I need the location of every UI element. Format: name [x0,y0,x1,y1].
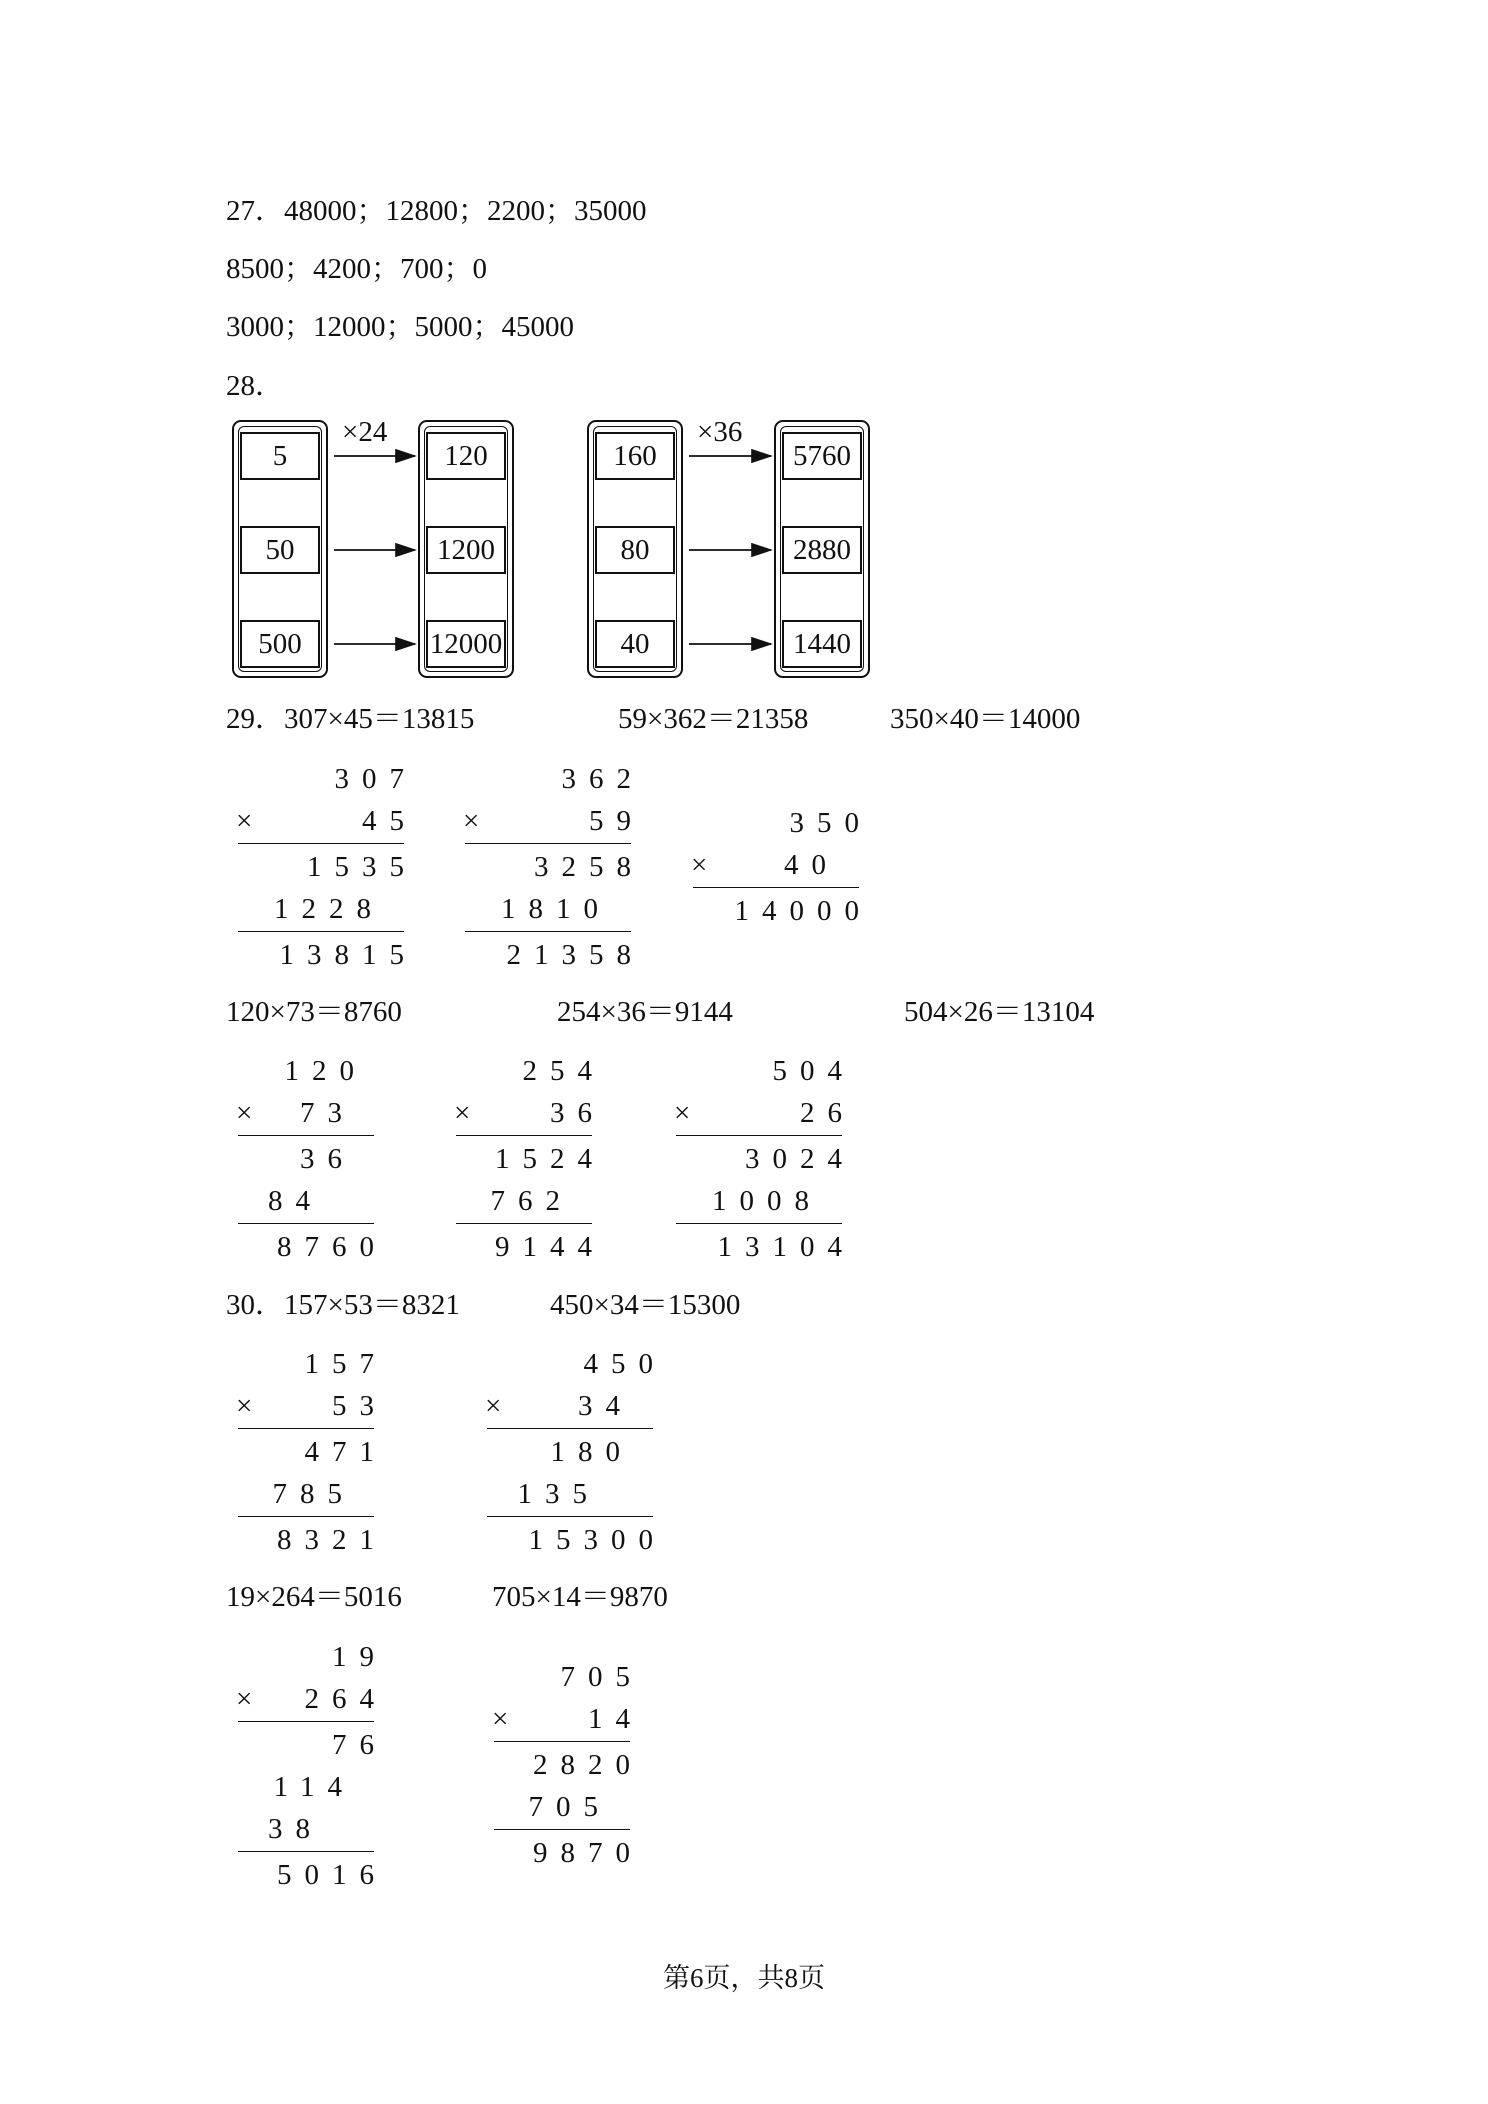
q27-line-3: 3000；12000；5000；45000 [226,311,575,343]
q30-label-4: 705×14＝9870 [492,1581,668,1613]
q28-arrows [0,0,1488,700]
q28-right-input-box: 160 [595,432,675,480]
q29-label-5: 254×36＝9144 [557,996,733,1028]
q30-label-3: 19×264＝5016 [226,1581,402,1613]
page-footer: 第6页，共8页 [663,1963,825,1993]
q28-label: 28． [226,370,285,402]
vertical-calc: 350 × 40 14000 [691,807,872,927]
q28-left-output-box: 120 [426,432,506,480]
q29-label-2: 59×362＝21358 [618,703,809,735]
vertical-calc: 705 × 14 2820 705 9870 [492,1661,643,1869]
vertical-calc: 504 × 26 3024 1008 13104 [674,1055,855,1263]
q28-right-output-box: 1440 [782,620,862,668]
q30-label-1: 30．157×53＝8321 [226,1289,460,1321]
q28-left-operator: ×24 [342,416,388,448]
vertical-calc: 450 × 34 180 135 15300 [485,1348,666,1556]
vertical-calc: 254 × 36 1524 762 9144 [454,1055,605,1263]
q28-right-input-box: 40 [595,620,675,668]
q29-label-6: 504×26＝13104 [904,996,1095,1028]
q27-line-2: 8500；4200；700；0 [226,253,488,285]
vertical-calc: 307 × 45 1535 1228 13815 [236,763,417,971]
q29-label-4: 120×73＝8760 [226,996,402,1028]
q28-right-input-box: 80 [595,526,675,574]
q28-right-output-box: 2880 [782,526,862,574]
q28-left-input-box: 500 [240,620,320,668]
q28-right-operator: ×36 [697,416,743,448]
q28-right-output-box: 5760 [782,432,862,480]
q29-label-3: 350×40＝14000 [890,703,1081,735]
vertical-calc: 19 × 264 76 114 38 5016 [236,1641,387,1891]
vertical-calc: 120 × 73 36 84 8760 [236,1055,387,1263]
q29-label-1: 29．307×45＝13815 [226,703,475,735]
q28-left-input-box: 5 [240,432,320,480]
vertical-calc: 157 × 53 471 785 8321 [236,1348,387,1556]
q28-left-output-box: 1200 [426,526,506,574]
q27-line-1: 27．48000；12800；2200；35000 [226,195,647,227]
vertical-calc: 362 × 59 3258 1810 21358 [463,763,644,971]
q28-left-output-box: 12000 [426,620,506,668]
q30-label-2: 450×34＝15300 [550,1289,741,1321]
q28-left-input-box: 50 [240,526,320,574]
